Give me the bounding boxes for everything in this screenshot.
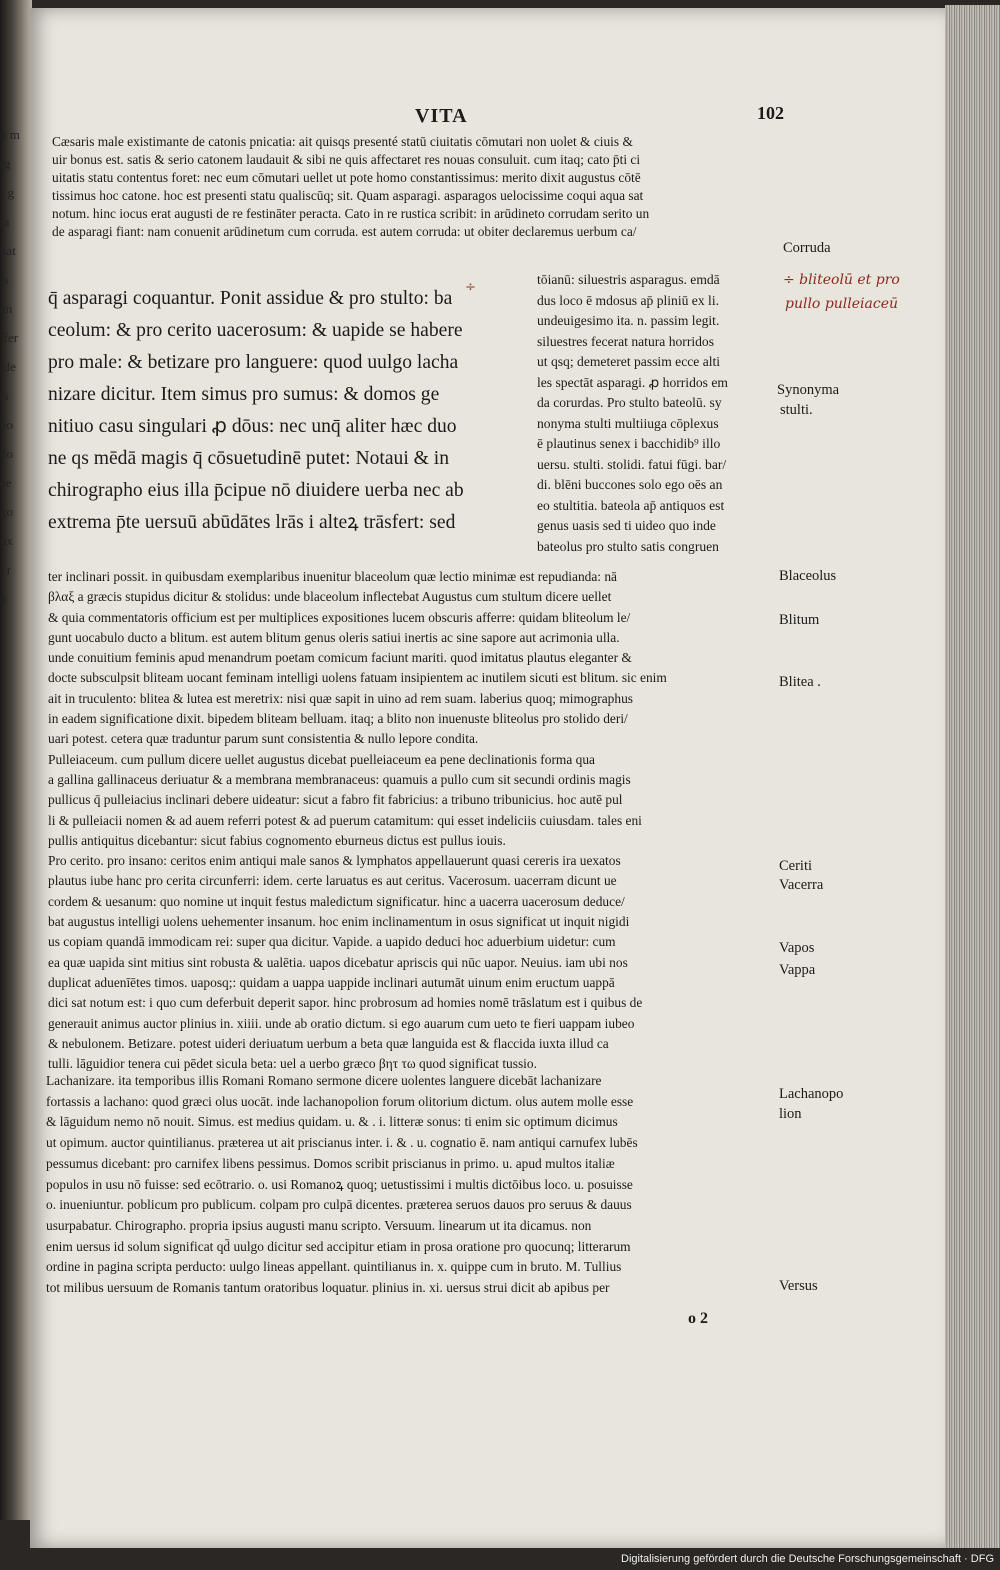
- signature-mark: o 2: [688, 1310, 708, 1327]
- text-line: usurpabatur. Chirographo. propria ipsius augusti manu scripto. Versuum. linearum ut ita dicamus. non: [46, 1217, 592, 1233]
- text-line: dici sat notum est: i quo cum deferbuit deperit sapor. hinc probrosum ad homies nomē trāslatum est i quibus de: [48, 995, 643, 1011]
- text-line: unde conuitium feminis apud menandrum poetam comicum faciunt mariti. quod imitatus plautus eleganter &: [48, 650, 632, 666]
- text-line: tot milibus uersuum de Romanis tantum oratoribus loquatur. plinius in. xi. uersus strui dicit ab apibus per: [46, 1280, 610, 1296]
- text-line: pessumus dicebant: pro carnifex libens pessimus. Domos scribit priscianus in primo. u. apud multos italiæ: [46, 1155, 615, 1171]
- text-line: siluestres fecerat natura horridos: [537, 333, 715, 349]
- facing-page-fragment: is: [0, 272, 9, 287]
- text-line: da corurdas. Pro stulto bateolū. sy: [537, 395, 722, 410]
- running-header: VITA: [415, 105, 468, 127]
- text-line: bat augustus intelligi uolens uehementer insanum. hoc enim inclinamentum in osus significat ut inquit nigidi: [48, 914, 630, 930]
- margin-note-synonyma: Synonyma: [777, 382, 840, 398]
- text-line: de asparagi fiant: nam conuenit arūdinetum cum corruda. est autem corruda: ut obiter declaremus uerbum ca/: [52, 224, 637, 239]
- facing-page-fragment: go: [0, 504, 13, 519]
- facing-page-fragment: rg: [0, 156, 11, 171]
- text-line: eo stultitia. bateola ap̄ antiquos est: [537, 497, 725, 513]
- text-line: nonyma stulti multiiuga cōplexus: [537, 415, 719, 431]
- text-line: cordem & uesanum: quo nomine ut inquit festus maledictum significatur. hinc a uacerra uacerosum deduce/: [48, 893, 625, 909]
- facing-page-fragment: o m: [0, 127, 20, 142]
- margin-note-vappa: Vappa: [779, 962, 816, 978]
- text-line: tulli. lāguidior tenera cui pēdet sicula beta: uel a uerbo græco βητ τω quod significat tussio.: [48, 1056, 537, 1072]
- facing-page-fragment: i r: [0, 562, 12, 577]
- text-line: ut opimum. auctor quintilianus. præterea ut ait priscianus inter. i. & . u. cognatio ē. nam antiqui carnufex lubēs: [46, 1135, 638, 1151]
- text-line: & nebulonem. Betizare. potest uideri deriuatum uerbum a beta quæ languida est & flaccida iuxta illud ca: [48, 1035, 609, 1051]
- facing-page-fragment: ta: [0, 214, 10, 229]
- text-line: genus uasis sed ti uideo quo inde: [537, 518, 716, 533]
- margin-note-blaceolus: Blaceolus: [779, 568, 837, 584]
- text-line: uir bonus est. satis & serio catonem laudauit & sibi ne quis affectaret res nouas consuluit. cum itaq; cato p̄ti ci: [52, 152, 641, 167]
- text-line: enim uersus id solum significat qd̄ uulgo dicitur sed accipitur etiam in prosa oratione pro quocunq; litterarum: [46, 1238, 631, 1254]
- text-line: dus loco ē mdosus ap̄ pliniū ex li.: [537, 292, 719, 308]
- digitization-footer: Digitalisierung gefördert durch die Deutsche Forschungsgemeinschaft · DFG: [560, 1548, 1000, 1570]
- text-line: ne qs mēdā magis q̄ cōsuetudinē putet: Notaui & in: [48, 448, 450, 469]
- text-line: ceolum: & pro cerito uacerosum: & uapide se habere: [48, 320, 463, 341]
- facing-page-text: [0, 120, 30, 1270]
- commentary-block-middle: [48, 567, 776, 1074]
- text-line: βλαξ a græcis stupidus dicitur & stolidus: unde blaceolum inflectebat Augustus cum stultum dicere uellet: [48, 589, 612, 605]
- text-line: fortassis a lachano: quod græci olus uocāt. inde lachanopolion forum olitorium dictum. olus autem molle esse: [46, 1093, 634, 1109]
- text-line: tōianū: siluestris asparagus. emdā: [537, 272, 720, 287]
- margin-note-ceriti: Ceriti: [779, 858, 813, 874]
- handwritten-mark: ÷: [465, 280, 476, 295]
- text-line: ter inclinari possit. in quibusdam exemplaribus inuenitur blaceolum quæ lectio minimæ est repudianda: nā: [48, 569, 617, 584]
- facing-page-fragment: ux: [0, 533, 13, 548]
- text-line: ē plautinus senex i bacchidib⁹ illo: [537, 436, 721, 451]
- facing-page-fragment: r g: [0, 185, 15, 200]
- text-line: a gallina gallinaceus deriuatur & a membrana membranaceus: quamuis a pullo cum sit secundi ordinis magis: [48, 771, 631, 787]
- text-line: Pulleiaceum. cum pullum dicere uellet augustus dicebat puelleiaceum ea pene declinationis forma qua: [48, 751, 595, 767]
- margin-note-vapos: Vapos: [779, 940, 815, 956]
- text-line: o. inueniuntur. poblicum pro publicum. colpam pro culpā dicentes. præterea seruos dauos pro seruus & dauus: [46, 1197, 632, 1213]
- text-line: & quia commentatoris officium est per multiplices expositiones lucem obscuris afferre: quidam bliteolum le/: [48, 609, 631, 625]
- facing-page-fragment: nat: [0, 243, 16, 258]
- page-stack-edge: [945, 5, 1000, 1550]
- text-line: generauit animus auctor plinius in. xiiii. unde ab oratio dictum. si ego auarum cum ueto te fieri uappam iubeo: [48, 1015, 635, 1031]
- page-number: 102: [757, 103, 784, 123]
- text-line: Cæsaris male existimante de catonis pnicatia: ait quisqs presenté statū ciuitatis cōmutari non uolet & ciuis &: [52, 134, 633, 149]
- margin-note-lachanopolion-1: Lachanopo: [779, 1086, 844, 1102]
- margin-note-blitum: Blitum: [779, 612, 820, 628]
- text-line: ait in truculento: blitea & lutea est meretrix: nisi quæ sapit in uino ad rem suam. laberius quoq; mimographus: [48, 690, 633, 706]
- text-line: nitiuo casu singulari ꝓ dōus: nec unq̄ aliter hæc duo: [48, 416, 457, 437]
- text-line: undeuigesimo ita. n. passim legit.: [537, 313, 720, 328]
- text-line: Lachanizare. ita temporibus illis Romani Romano sermone dicere uolentes languere dicebāt lachanizare: [46, 1073, 602, 1088]
- commentary-block-bottom: [46, 1071, 776, 1299]
- margin-note-vacerra: Vacerra: [779, 877, 824, 893]
- margin-note-stulti: stulti.: [780, 402, 813, 418]
- text-line: extrema p̄te uersuū abūdātes lrās i alteꝝ trāsfert: sed: [48, 512, 456, 533]
- text-line: uersu. stulti. stolidi. fatui fūgi. bar/: [537, 456, 727, 472]
- text-line: pro male: & betizare pro languere: quod uulgo lacha: [48, 352, 459, 373]
- text-line: pullicus q̄ pulleiacius inclinari debere uideatur: sicut a fabro fit fabricius: a tribuno tribunicius. hoc autē pul: [48, 792, 623, 808]
- text-line: ut qsq; demeteret passim ecce alti: [537, 354, 721, 369]
- text-line: tissimus hoc catone. hoc est presenti statu qualiscūq; sit. Quam asparagi. asparagos uelocissime coqui aqua sat: [52, 188, 644, 203]
- facing-page-fragment: do: [0, 446, 13, 461]
- facing-page-fragment: is: [0, 388, 9, 403]
- text-line: & lāguidum nemo nō nouit. Simus. est medius quidam. u. & . i. litteræ sonus: ti enim sic optimum dicimus: [46, 1114, 618, 1130]
- text-line: notum. hinc iocus erat augusti de re festināter peracta. Cato in re rustica scribit: in arūdineto corrudam serito un: [52, 206, 650, 221]
- margin-note-corruda: Corruda: [783, 240, 831, 256]
- commentary-block-top: [52, 133, 772, 241]
- facing-page-fragment: an: [0, 301, 13, 316]
- text-line: les spectāt asparagi. ꝓ horridos em: [537, 374, 728, 390]
- text-line: bateolus pro stulto satis congruen: [537, 538, 719, 554]
- text-line: q̄ asparagi coquantur. Ponit assidue & pro stulto: ba: [48, 288, 453, 309]
- text-line: ea quæ uapida sint mitius sint robusta & ualētia. uapos dicebatur apriscis qui nūc uapor. Neuius. iam ubi nos: [48, 954, 628, 970]
- facing-page-fragment: ide: [0, 359, 16, 374]
- text-line: Pro cerito. pro insano: ceritos enim antiqui male sanos & lymphatos appellauerunt quasi cereris ira uexatos: [48, 853, 621, 869]
- text-line: docte subsculpsit bliteam uocant feminam intelligi uolens fatuam insipientem ac inutilem sicuti est blitum. sic enim: [48, 670, 667, 686]
- text-line: di. blēni buccones solo ego oēs an: [537, 477, 723, 492]
- text-line: uari potest. cetera quæ traduntur parum sunt consistentia & nullo lepore condita.: [48, 731, 479, 747]
- facing-page-fragment: ee: [0, 475, 12, 490]
- main-text-block: [48, 283, 523, 539]
- text-line: li & pulleiacii nomen & ad auem referri potest & ad puerum catamitum: qui esset indeliciis cuiusdam. tales eni: [48, 812, 642, 828]
- text-line: in eadem significatione dixit. bipedem bliteam belluam. itaq; a blito non inuenuste bliteolus pro stolido deri/: [48, 711, 628, 727]
- margin-note-versus: Versus: [779, 1278, 818, 1294]
- facing-page-fragment: o: [0, 591, 7, 606]
- text-line: nizare dicitur. Item simus pro sumus: & domos ge: [48, 384, 440, 405]
- text-line: populos in usu nō fuisse: sed ecōtrario. o. usi Romanoꝝ quoq; uetustissimi i multis dictōibus loco. u. posuisse: [46, 1176, 633, 1192]
- text-line: duplicat aduenīētes timos. uaposq;: quidam a uappa uappide inclinari autumāt uinum enim eructum uappā: [48, 974, 615, 990]
- facing-page-fragment: ifer: [0, 330, 19, 345]
- handwritten-annotation-line-2: pullo pulleiaceū: [785, 296, 898, 312]
- facing-page-fragment: ho: [0, 417, 13, 432]
- text-line: chirographo eius illa p̄cipue nō diuidere uerba nec ab: [48, 480, 464, 501]
- text-line: uitatis statu contentus foret: nec eum cōmutari uellet ut pote homo constantissimus: merito dixit augustus cōtē: [52, 170, 641, 185]
- margin-note-lachanopolion-2: lion: [779, 1106, 802, 1122]
- text-line: us copiam quandā immodicam rei: super qua dicitur. Vapide. a uapido deduci hoc aduerbium uidetur: cum: [48, 934, 616, 950]
- handwritten-annotation-line-1: ÷ bliteolū et pro: [783, 272, 900, 288]
- commentary-column: [537, 270, 777, 557]
- text-line: gunt uocabulo ducto a blitum. est autem blitum genus oleris satiui inertis ac sine sapore aut acrimonia ulla.: [48, 629, 620, 645]
- text-line: plautus iube hanc pro cerita circunferri: idem. certe laruatus es aut ceritus. Vacerosum. uacerram dicunt ue: [48, 873, 617, 889]
- margin-note-blitea: Blitea .: [779, 674, 821, 690]
- text-line: ordine in pagina scripta perducto: uulgo lineas appellant. quintilianus in. x. quippe cum in bruto. M. Tullius: [46, 1259, 622, 1275]
- text-line: pullis antiquitus dicebantur: sicut fabius cognomento eburneus dictus est pullus iouis.: [48, 832, 506, 848]
